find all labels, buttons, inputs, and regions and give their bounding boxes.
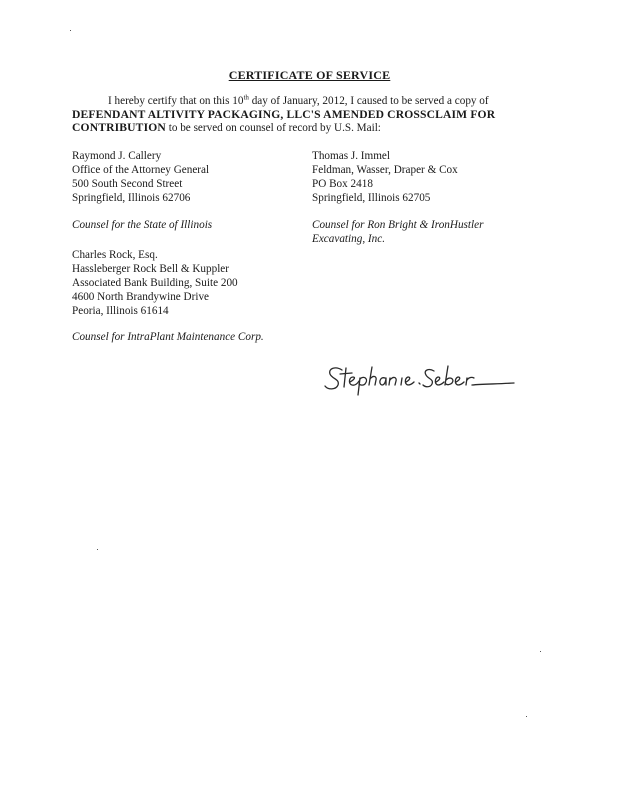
scan-speck <box>97 549 98 550</box>
pleading-title-line-2: CONTRIBUTION <box>72 121 166 134</box>
intro-text-part1: I hereby certify that on this 10 <box>108 95 244 107</box>
counsel-for-3 <box>72 330 264 344</box>
intro-line-3 <box>72 121 550 135</box>
scan-speck <box>70 30 71 31</box>
address-line: Office of the Attorney General <box>72 164 210 176</box>
document-title: CERTIFICATE OF SERVICE <box>228 68 391 82</box>
counsel-line: Excavating, Inc. <box>312 233 385 245</box>
address-line: Hassleberger Rock Bell & Kuppler <box>72 263 230 275</box>
counsel-line: Counsel for the State of Illinois <box>72 219 213 231</box>
counsel-for-1 <box>72 218 212 232</box>
address-line: 4600 North Brandywine Drive <box>72 291 210 303</box>
address-line: Peoria, Illinois 61614 <box>72 305 169 317</box>
address-line: Associated Bank Building, Suite 200 <box>72 277 238 289</box>
intro-text-part3: to be served on counsel of record by U.S. Mail: <box>165 122 381 134</box>
address-line: Feldman, Wasser, Draper & Cox <box>312 164 458 176</box>
scan-speck <box>540 651 541 652</box>
pleading-title-line-1: DEFENDANT ALTIVITY PACKAGING, LLC'S AMENDED CROSSCLAIM FOR <box>72 108 496 121</box>
ordinal-suffix: th <box>243 93 249 102</box>
address-line: Springfield, Illinois 62706 <box>72 192 191 204</box>
counsel-for-2 <box>312 218 483 246</box>
address-line: Raymond J. Callery <box>72 150 162 162</box>
address-line: Springfield, Illinois 62705 <box>312 192 431 204</box>
intro-paragraph <box>72 95 550 135</box>
counsel-line: Counsel for Ron Bright & IronHustler <box>312 219 484 231</box>
intro-line-1 <box>72 95 550 108</box>
intro-text-part2: day of January, 2012, I caused to be served a copy of <box>248 95 489 107</box>
counsel-line: Counsel for IntraPlant Maintenance Corp. <box>72 331 264 343</box>
recipient-address-2 <box>312 149 458 205</box>
address-line: Thomas J. Immel <box>312 150 390 162</box>
recipient-address-3 <box>72 248 238 318</box>
address-line: 500 South Second Street <box>72 178 183 190</box>
address-line: PO Box 2418 <box>312 178 373 190</box>
address-line: Charles Rock, Esq. <box>72 249 158 261</box>
recipient-address-1 <box>72 149 209 205</box>
scan-speck <box>526 716 527 717</box>
handwritten-signature-icon <box>322 362 518 398</box>
